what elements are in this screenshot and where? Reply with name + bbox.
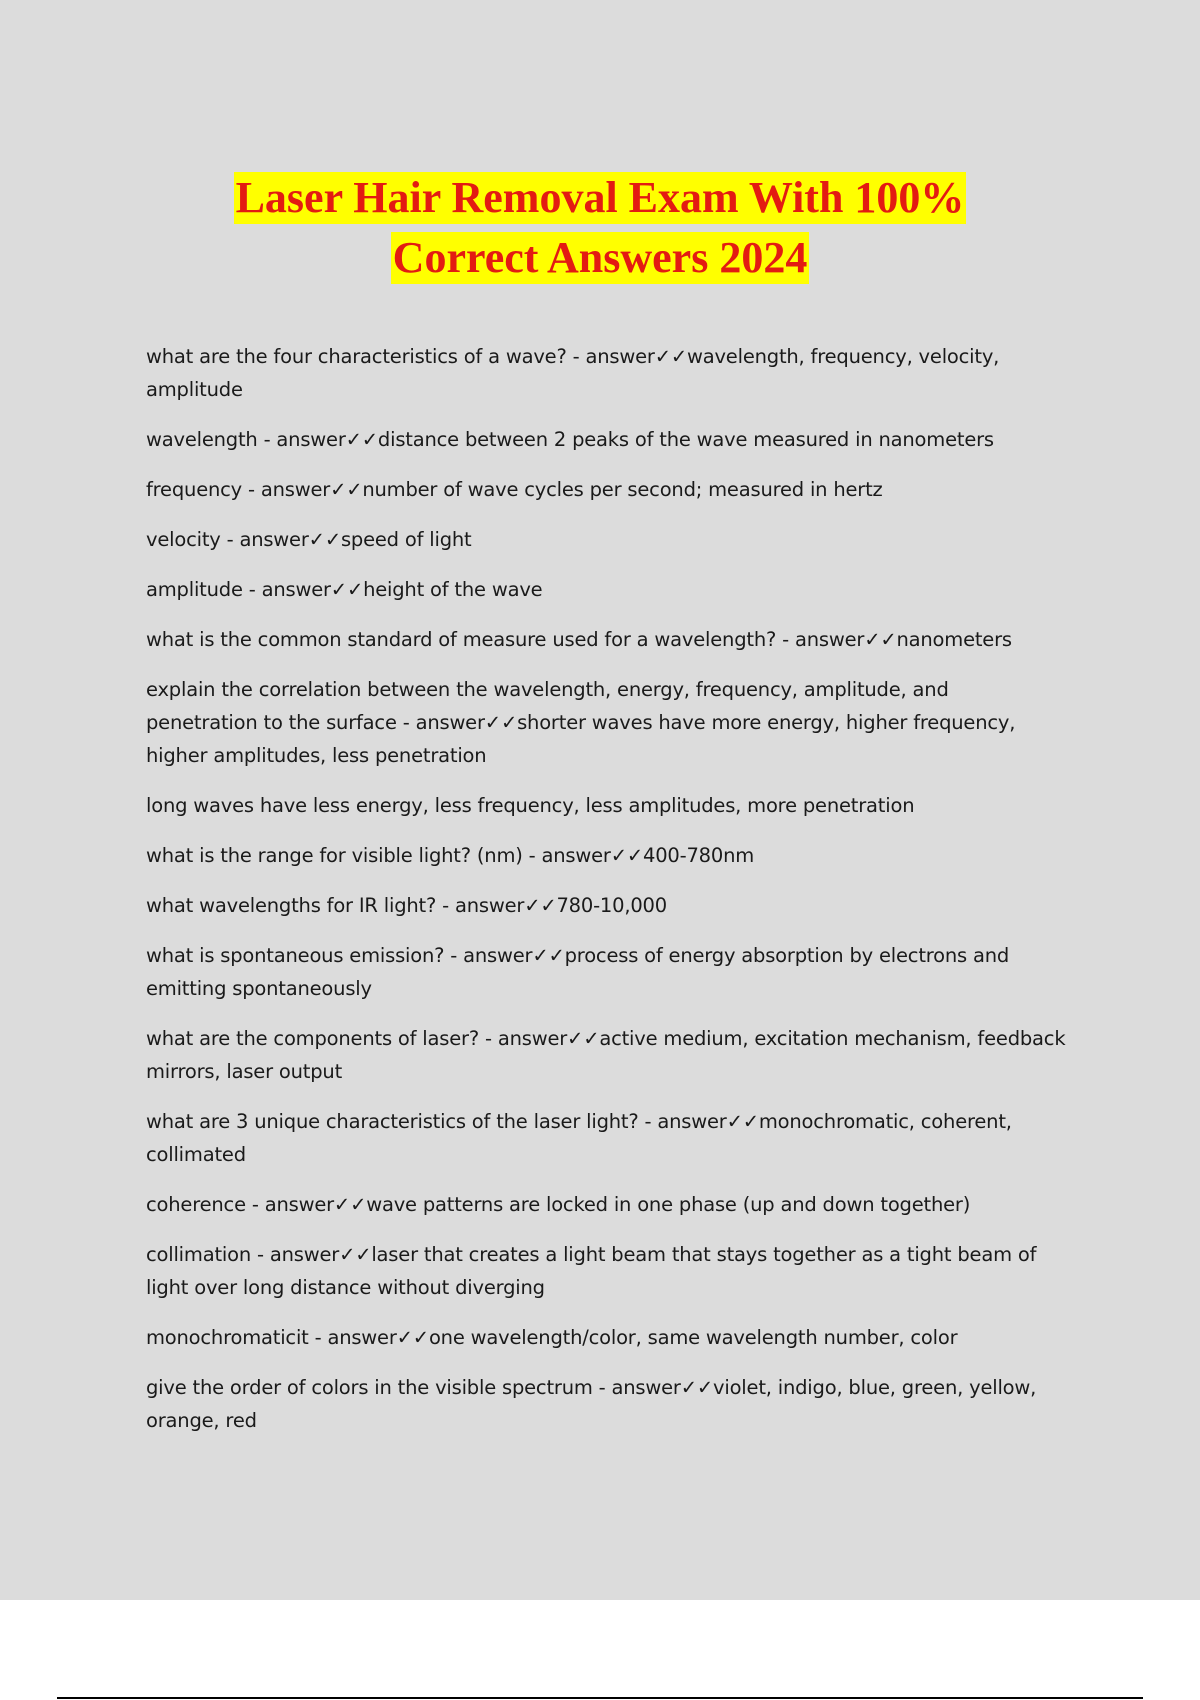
qa-item: collimation - answer✓✓laser that creates a light beam that stays together as a tight beam of light over long distance without diverging: [146, 1243, 1037, 1299]
qa-item: what are 3 unique characteristics of the laser light? - answer✓✓monochromatic, coherent, collimated: [146, 1110, 1012, 1166]
qa-item: wavelength - answer✓✓distance between 2 peaks of the wave measured in nanometers: [146, 428, 994, 451]
qa-item: what is the common standard of measure used for a wavelength? - answer✓✓nanometers: [146, 628, 1012, 651]
document-title: [0, 168, 1200, 288]
qa-item: long waves have less energy, less frequency, less amplitudes, more penetration: [146, 794, 915, 817]
qa-item: give the order of colors in the visible spectrum - answer✓✓violet, indigo, blue, green, yellow, orange, red: [146, 1376, 1037, 1432]
title-line-1: Laser Hair Removal Exam With 100%: [235, 173, 965, 222]
page-divider: [57, 1697, 1143, 1699]
qa-item: explain the correlation between the wavelength, energy, frequency, amplitude, and penetration to the surface - answer✓✓shorter waves have more energy, higher frequency, higher amplitudes, less penetration: [146, 678, 1016, 767]
qa-item: what are the four characteristics of a wave? - answer✓✓wavelength, frequency, velocity, amplitude: [146, 345, 1000, 401]
title-line-2: Correct Answers 2024: [392, 233, 808, 282]
qa-item: what is spontaneous emission? - answer✓✓process of energy absorption by electrons and emitting spontaneously: [146, 944, 1010, 1000]
qa-item: what are the components of laser? - answer✓✓active medium, excitation mechanism, feedback mirrors, laser output: [146, 1027, 1066, 1083]
qa-item: amplitude - answer✓✓height of the wave: [146, 578, 543, 601]
qa-item: frequency - answer✓✓number of wave cycles per second; measured in hertz: [146, 478, 883, 501]
qa-item: what wavelengths for IR light? - answer✓✓780-10,000: [146, 894, 667, 917]
qa-item: coherence - answer✓✓wave patterns are locked in one phase (up and down together): [146, 1193, 971, 1216]
qa-list: [146, 340, 1066, 1454]
qa-item: monochromaticit - answer✓✓one wavelength/color, same wavelength number, color: [146, 1326, 958, 1349]
qa-item: velocity - answer✓✓speed of light: [146, 528, 472, 551]
qa-item: what is the range for visible light? (nm) - answer✓✓400-780nm: [146, 844, 755, 867]
